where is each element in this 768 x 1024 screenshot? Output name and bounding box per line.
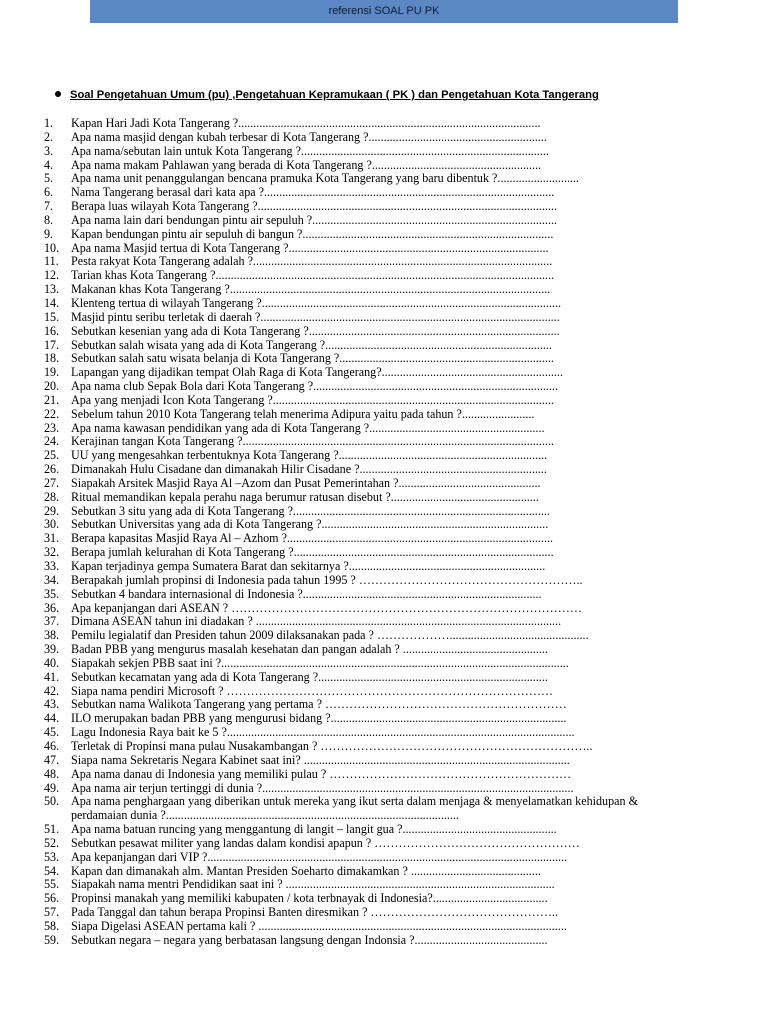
- section-title-text: Soal Pengetahuan Umum (pu) ,Pengetahuan Kepramukaan ( PK ) dan Pengetahuan Kota Tangerang: [70, 89, 599, 101]
- question-number: 43.: [44, 697, 60, 712]
- question-text: Apa nama danau di Indonesia yang memiliki pulau ? ……………………………………………………: [71, 767, 572, 781]
- question-text: Apa nama masjid dengan kubah terbesar di Kota Tangerang ?...........................................................: [71, 130, 547, 144]
- question-item: [44, 782, 684, 796]
- question-text: Pesta rakyat Kota Tangerang adalah ?...................................................................................................: [71, 255, 553, 269]
- question-item: [44, 657, 684, 671]
- question-text: Siapa nama Sekretaris Negara Kabinet saat ini? ........................................................................................: [71, 753, 570, 767]
- question-number: 47.: [44, 752, 60, 767]
- question-number: 11.: [44, 254, 59, 269]
- question-number: 46.: [44, 738, 60, 753]
- question-item: [44, 311, 684, 325]
- question-number: 42.: [44, 683, 60, 698]
- question-number: 29.: [44, 503, 60, 518]
- question-number: 18.: [44, 351, 60, 366]
- question-item: [44, 505, 684, 519]
- question-item: [44, 851, 684, 865]
- question-list: [44, 117, 684, 948]
- question-item: [44, 269, 684, 283]
- question-item: [44, 145, 684, 159]
- question-number: 39.: [44, 642, 60, 657]
- question-text: Sebutkan Universitas yang ada di Kota Tangerang ?...........................................................................: [71, 518, 549, 532]
- question-item: [44, 352, 684, 366]
- question-item: [44, 892, 684, 906]
- question-text: Berapa jumlah kelurahan di Kota Tangerang ?......................................................................................: [71, 546, 554, 560]
- question-item: [44, 934, 684, 948]
- question-text: Apa nama penghargaan yang diberikan untuk mereka yang ikut serta dalam menjaga & menyelamatkan kehidupan & perdamaian dunia ?.................................................................................................: [71, 795, 638, 823]
- question-number: 22.: [44, 406, 60, 421]
- question-item: [44, 906, 684, 920]
- question-text: Sebelum tahun 2010 Kota Tangerang telah menerima Adipura yaitu pada tahun ?........................: [71, 407, 535, 421]
- question-text: Apa kepanjangan dari ASEAN ? ……………………………………………………………………………: [71, 601, 582, 615]
- question-number: 33.: [44, 559, 60, 573]
- question-number: 2.: [44, 129, 54, 144]
- question-number: 50.: [44, 794, 60, 809]
- question-item: [44, 255, 684, 269]
- question-text: Sebutkan 3 situ yang ada di Kota Tangerang ?.....................................................................................: [71, 504, 550, 518]
- question-number: 41.: [44, 669, 60, 684]
- question-item: [44, 629, 684, 643]
- question-number: 28.: [44, 489, 60, 504]
- question-item: [44, 698, 684, 712]
- question-text: Apa nama unit penanggulangan bencana pramuka Kota Tangerang yang baru dibentuk ?...........................: [71, 172, 580, 186]
- question-number: 40.: [44, 655, 60, 670]
- question-number: 24.: [44, 434, 60, 449]
- question-text: Apa nama kawasan pendidikan yang ada di Kota Tangerang ?..........................................................: [71, 421, 545, 435]
- question-item: [44, 712, 684, 726]
- question-text: Siapakah sekjen PBB saat ini ?...................................................................................................................: [71, 656, 569, 670]
- question-item: [44, 491, 684, 505]
- question-item: [44, 159, 684, 173]
- question-item: [44, 865, 684, 879]
- question-item: [44, 186, 684, 200]
- question-text: Badan PBB yang mengurus masalah kesehatan dan pangan adalah ? ................................................: [71, 643, 548, 657]
- question-number: 14.: [44, 295, 60, 310]
- question-number: 36.: [44, 600, 60, 615]
- question-text: Kerajinan tangan Kota Tangerang ?.......................................................................................................: [71, 435, 554, 449]
- question-item: [44, 408, 684, 422]
- question-text: Berapakah jumlah propinsi di Indonesia pada tahun 1995 ? ………………………………………………..: [71, 573, 583, 587]
- question-item: [44, 643, 684, 657]
- question-text: Siapa nama pendiri Microsoft ? ………………………………………………………………………: [71, 684, 554, 698]
- question-text: Apa nama/sebutan lain untuk Kota Tangerang ?..................................................................................: [71, 144, 549, 158]
- question-number: 56.: [44, 891, 60, 906]
- question-text: Nama Tangerang berasal dari kata apa ?................................................................................................: [71, 186, 555, 200]
- question-text: Sebutkan pesawat militer yang landas dalam kondisi apapun ? ……………………………………………: [71, 836, 580, 850]
- question-item: [44, 214, 684, 228]
- question-text: Apa nama makam Pahlawan yang berada di Kota Tangerang ?........................................................: [71, 158, 542, 172]
- question-text: Apa nama lain dari bendungan pintu air sepuluh ?.................................................................................: [71, 213, 558, 227]
- question-number: 8.: [44, 212, 54, 227]
- question-item: [44, 477, 684, 491]
- question-number: 44.: [44, 711, 60, 726]
- question-text: Sebutkan kesenian yang ada di Kota Tangerang ?...................................................................................: [71, 324, 560, 338]
- question-number: 32.: [44, 545, 60, 560]
- question-text: Dimana ASEAN tahun ini diadakan ? .....................................................................................................: [71, 615, 562, 629]
- question-text: Lapangan yang dijadikan tempat Olah Raga di Kota Tangerang?............................................................: [71, 366, 563, 380]
- question-item: [44, 228, 684, 242]
- question-item: [44, 546, 684, 560]
- question-item: [44, 740, 684, 754]
- question-item: [44, 560, 684, 574]
- question-number: 54.: [44, 863, 60, 878]
- question-text: Apa nama club Sepak Bola dari Kota Tangerang ?.................................................................................: [71, 380, 558, 394]
- question-text: Pemilu legialatif dan Presiden tahun 2009 dilaksanakan pada ? ………………..............................................: [71, 629, 589, 643]
- question-number: 13.: [44, 282, 60, 297]
- question-number: 9.: [44, 226, 54, 241]
- question-item: [44, 435, 684, 449]
- question-item: [44, 823, 684, 837]
- question-text: Kapan Hari Jadi Kota Tangerang ?....................................................................................................: [71, 117, 541, 130]
- question-item: [44, 532, 684, 546]
- question-number: 25.: [44, 448, 60, 463]
- question-number: 5.: [44, 171, 54, 186]
- page-header-title: referensi SOAL PU PK: [328, 5, 440, 17]
- question-text: Sebutkan salah satu wisata belanja di Kota Tangerang ?.......................................................................: [71, 352, 554, 366]
- question-item: [44, 449, 684, 463]
- question-item: [44, 463, 684, 477]
- question-text: Siapa Digelasi ASEAN pertama kali ? ......................................................................................................: [71, 919, 567, 933]
- question-number: 38.: [44, 628, 60, 643]
- question-item: [44, 602, 684, 616]
- question-item: [44, 768, 684, 782]
- question-number: 34.: [44, 572, 60, 587]
- question-number: 31.: [44, 531, 60, 546]
- question-text: Dimanakah Hulu Cisadane dan dimanakah Hilir Cisadane ?..............................................................: [71, 463, 547, 477]
- question-number: 15.: [44, 309, 60, 324]
- question-text: Sebutkan kecamatan yang ada di Kota Tangerang ?............................................................................: [71, 670, 548, 684]
- bullet-icon: [55, 91, 61, 97]
- question-text: Sebutkan nama Walikota Tangerang yang pertama ? ……………………………………………………: [71, 698, 567, 712]
- question-number: 16.: [44, 323, 60, 338]
- question-item: [44, 200, 684, 214]
- question-number: 17.: [44, 337, 60, 352]
- question-item: [44, 325, 684, 339]
- question-number: 48.: [44, 766, 60, 781]
- question-text: Kapan bendungan pintu air sepuluh di bangun ?...................................................................................: [71, 227, 554, 241]
- question-text: Berapa kapasitas Masjid Raya Al – Azhom ?........................................................................................: [71, 532, 554, 546]
- page-header-bar: [90, 0, 678, 23]
- question-number: 7.: [44, 199, 54, 214]
- question-item: [44, 366, 684, 380]
- question-text: Masjid pintu seribu terletak di daerah ?...................................................................................................: [71, 310, 560, 324]
- question-text: Berapa luas wilayah Kota Tangerang ?...................................................................................................: [71, 200, 557, 214]
- question-number: 59.: [44, 932, 60, 947]
- question-item: [44, 615, 684, 629]
- question-number: 53.: [44, 849, 60, 864]
- question-text: Makanan khas Kota Tangerang ?..........................................................................................................: [71, 283, 551, 297]
- question-text: Klenteng tertua di wilayah Tangerang ?...................................................................................................: [71, 296, 561, 310]
- question-number: 12.: [44, 268, 60, 283]
- question-number: 57.: [44, 905, 60, 920]
- question-text: Siapakah nama mentri Pendidikan saat ini ? .........................................................................................: [71, 878, 555, 892]
- question-number: 58.: [44, 918, 60, 933]
- question-item: [44, 795, 684, 823]
- question-item: [44, 422, 684, 436]
- question-number: 1.: [44, 116, 54, 130]
- question-text: ILO merupakan badan PBB yang mengurusi bidang ?..............................................................................: [71, 712, 567, 726]
- question-number: 26.: [44, 462, 60, 477]
- question-item: [44, 574, 684, 588]
- question-number: 30.: [44, 517, 60, 532]
- question-text: Lagu Indonesia Raya bait ke 5 ?...................................................................................................................: [71, 726, 575, 740]
- question-text: Sebutkan 4 bandara internasional di Indonesia ?...............................................................................: [71, 587, 542, 601]
- question-text: Apa nama air terjun tertinggi di dunia ?.......................................................................................................: [71, 781, 574, 795]
- question-number: 4.: [44, 157, 54, 172]
- section-title: [55, 89, 695, 101]
- question-text: Sebutkan salah wisata yang ada di Kota Tangerang ?...........................................................................: [71, 338, 552, 352]
- question-text: Propinsi manakah yang memiliki kabupaten / kota terbnayak di Indonesia?......................................: [71, 892, 548, 906]
- question-item: [44, 671, 684, 685]
- question-text: Sebutkan negara – negara yang berbatasan langsung dengan Indonsia ?............................................: [71, 933, 548, 947]
- question-number: 23.: [44, 420, 60, 435]
- question-number: 37.: [44, 614, 60, 629]
- question-text: Pada Tanggal dan tahun berapa Propinsi Banten diresmikan ? ………………………………………..: [71, 906, 558, 920]
- question-number: 27.: [44, 475, 60, 490]
- question-text: Ritual memandikan kepala perahu naga berumur ratusan disebut ?.................................................: [71, 490, 539, 504]
- question-text: Apa kepanjangan dari VIP ?.......................................................................................................................: [71, 850, 568, 864]
- question-item: [44, 172, 684, 186]
- question-number: 19.: [44, 365, 60, 380]
- question-number: 45.: [44, 725, 60, 740]
- question-item: [44, 394, 684, 408]
- question-item: [44, 131, 684, 145]
- question-item: [44, 920, 684, 934]
- question-text: Apa nama batuan runcing yang menggantung di langit – langit gua ?...................................................: [71, 823, 557, 837]
- question-number: 55.: [44, 877, 60, 892]
- question-item: [44, 283, 684, 297]
- question-item: [44, 380, 684, 394]
- question-text: Apa nama Masjid tertua di Kota Tangerang ?......................................................................................: [71, 241, 549, 255]
- question-item: [44, 754, 684, 768]
- question-item: [44, 837, 684, 851]
- question-item: [44, 297, 684, 311]
- question-item: [44, 242, 684, 256]
- question-item: [44, 726, 684, 740]
- question-number: 51.: [44, 822, 60, 837]
- question-text: Kapan terjadinya gempa Sumatera Barat dan sekitarnya ?.................................................................: [71, 560, 546, 573]
- question-text: Kapan dan dimanakah alm. Mantan Presiden Soeharto dimakamkan ? ...........................................: [71, 864, 541, 878]
- question-item: [44, 588, 684, 602]
- question-text: Terletak di Propinsi mana pulau Nusakambangan ? …………………………………………………………..: [71, 739, 593, 753]
- question-text: Tarian khas Kota Tangerang ?................................................................................................................: [71, 269, 555, 283]
- question-item: [44, 878, 684, 892]
- question-text: Siapakah Arsitek Masjid Raya Al –Azom dan Pusat Pemerintahan ?...............................................: [71, 476, 541, 490]
- question-item: [44, 117, 684, 131]
- question-number: 49.: [44, 780, 60, 795]
- question-number: 35.: [44, 586, 60, 601]
- question-number: 21.: [44, 392, 60, 407]
- question-text: UU yang mengesahkan terbentuknya Kota Tangerang ?.....................................................................: [71, 449, 548, 463]
- question-text: Apa yang menjadi Icon Kota Tangerang ?.............................................................................................: [71, 393, 554, 407]
- question-item: [44, 685, 684, 699]
- question-number: 10.: [44, 240, 60, 255]
- question-number: 20.: [44, 379, 60, 394]
- question-number: 3.: [44, 143, 54, 158]
- question-item: [44, 518, 684, 532]
- question-number: 6.: [44, 185, 54, 200]
- question-item: [44, 339, 684, 353]
- question-number: 52.: [44, 835, 60, 850]
